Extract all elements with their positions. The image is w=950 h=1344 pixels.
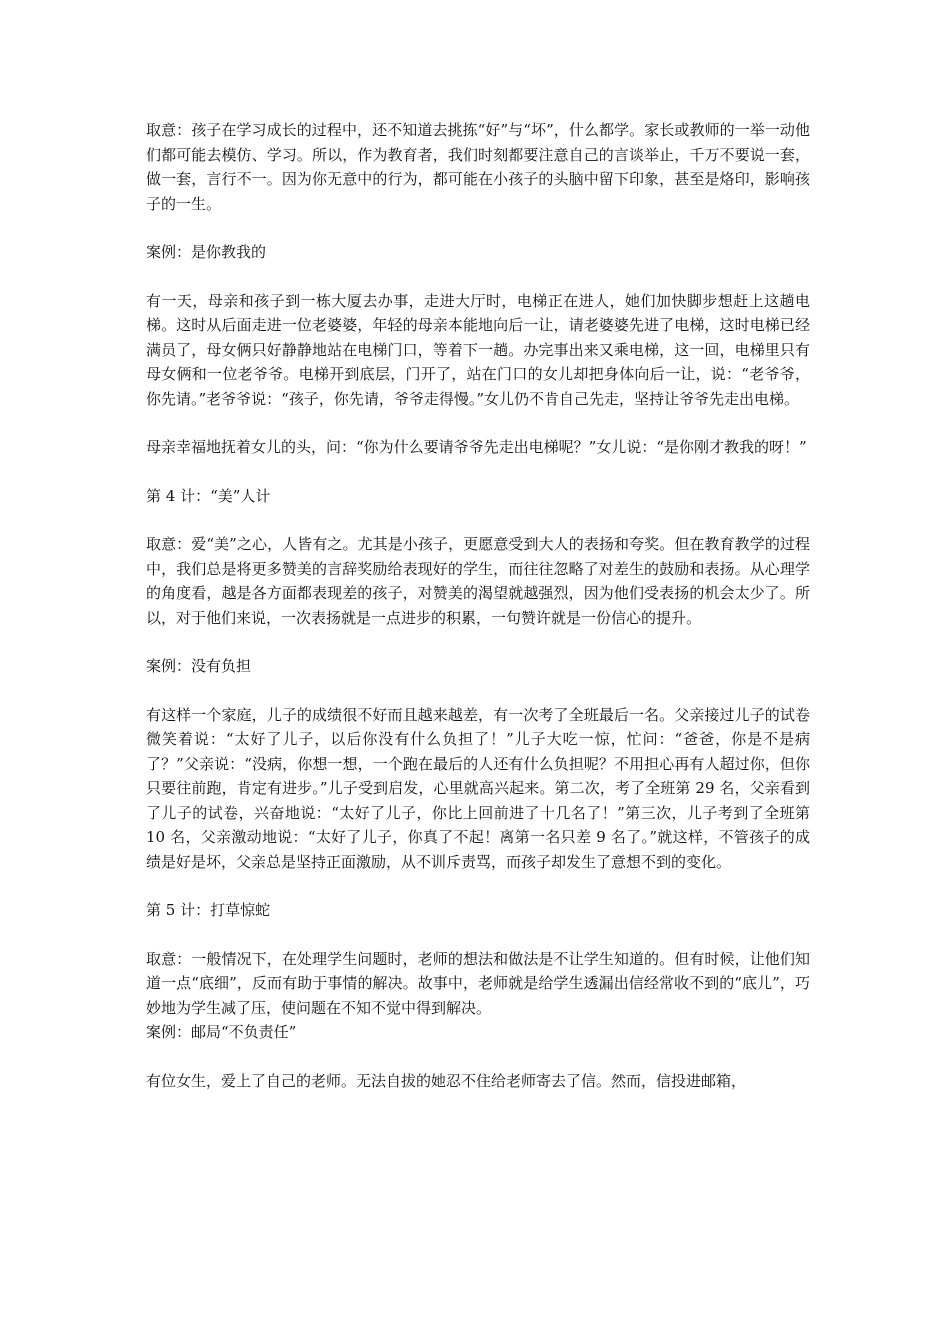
paragraph-case-1-story: 有一天，母亲和孩子到一栋大厦去办事，走进大厅时，电梯正在进人，她们加快脚步想赶上这趟电梯。这时从后面走进一位老婆婆，年轻的母亲本能地向后一让，请老婆婆先进了电梯，这时电梯已经满员了，母女俩只好静静地站在电梯门口，等着下一趟。办完事出来又乘电梯，这一回，电梯里只有母女俩和一位老爷爷。电梯开到底层，门开了，站在门口的女儿却把身体向后一让，说：“老爷爷，你先请。”老爷爷说：“孩子，你先请，爷爷走得慢。”女儿仍不肯自己先走，坚持让爷爷先走出电梯。: [146, 291, 810, 408]
paragraph-meaning-1: 取意：孩子在学习成长的过程中，还不知道去挑拣“好”与“坏”，什么都学。家长或教师的一举一动他们都可能去模仿、学习。所以，作为教育者，我们时刻都要注意自己的言谈举止，千万不要说一套，做一套，言行不一。因为你无意中的行为，都可能在小孩子的头脑中留下印象，甚至是烙印，影响孩子的一生。: [146, 121, 810, 213]
paragraph-case-5-story: 有位女生，爱上了自己的老师。无法自拔的她忍不住给老师寄去了信。然而，信投进邮箱，: [146, 1071, 747, 1090]
section-heading-4: 第 4 计：“美”人计: [146, 486, 271, 505]
case-heading-4: 案例：没有负担: [146, 657, 252, 675]
document-page: [146, 118, 810, 1117]
paragraph-meaning-5: 取意：一般情况下，在处理学生问题时，老师的想法和做法是不让学生知道的。但有时候，让他们知道一点“底细”，反而有助于事情的解决。故事中，老师就是给学生透漏出信经常收不到的“底儿”，巧妙地为学生减了压，使问题在不知不觉中得到解决。: [146, 949, 810, 1017]
section-heading-5: 第 5 计：打草惊蛇: [146, 901, 271, 919]
paragraph-case-4-story: 有这样一个家庭，儿子的成绩很不好而且越来越差，有一次考了全班最后一名。父亲接过儿子的试卷微笑着说：“太好了儿子，以后你没有什么负担了！”儿子大吃一惊，忙问：“爸爸，你是不是病了？”父亲说：“没病，你想一想，一个跑在最后的人还有什么负担呢？不用担心再有人超过你，但你只要往前跑，肯定有进步。”儿子受到启发，心里就高兴起来。第二次，考了全班第 29 名，父亲看到了儿子的试卷，兴奋地说：“太好了儿子，你比上回前进了十几名了！”第三次，儿子考到了全班第 10 名，父亲激动地说：“太好了儿子，你真了不起！离第一名只差 9 名了。”就这样，不管孩子的成绩是好是坏，父亲总是坚持正面激励，从不训斥责骂，而孩子却发生了意想不到的变化。: [146, 705, 810, 871]
paragraph-case-1-ending: 母亲幸福地抚着女儿的头，问：“你为什么要请爷爷先走出电梯呢？”女儿说：“是你刚才教我的呀！”: [146, 438, 807, 456]
case-heading-1: 案例：是你教我的: [146, 243, 267, 261]
case-heading-5: 案例：邮局“不负责任”: [146, 1023, 297, 1041]
paragraph-meaning-4: 取意：爱“美”之心，人皆有之。尤其是小孩子，更愿意受到大人的表扬和夸奖。但在教育教学的过程中，我们总是将更多赞美的言辞奖励给表现好的学生，而往往忽略了对差生的鼓励和表扬。从心理学的角度看，越是各方面都表现差的孩子，对赞美的渴望就越强烈，因为他们受表扬的机会太少了。所以，对于他们来说，一次表扬就是一点进步的积累，一句赞许就是一份信心的提升。: [146, 535, 810, 627]
